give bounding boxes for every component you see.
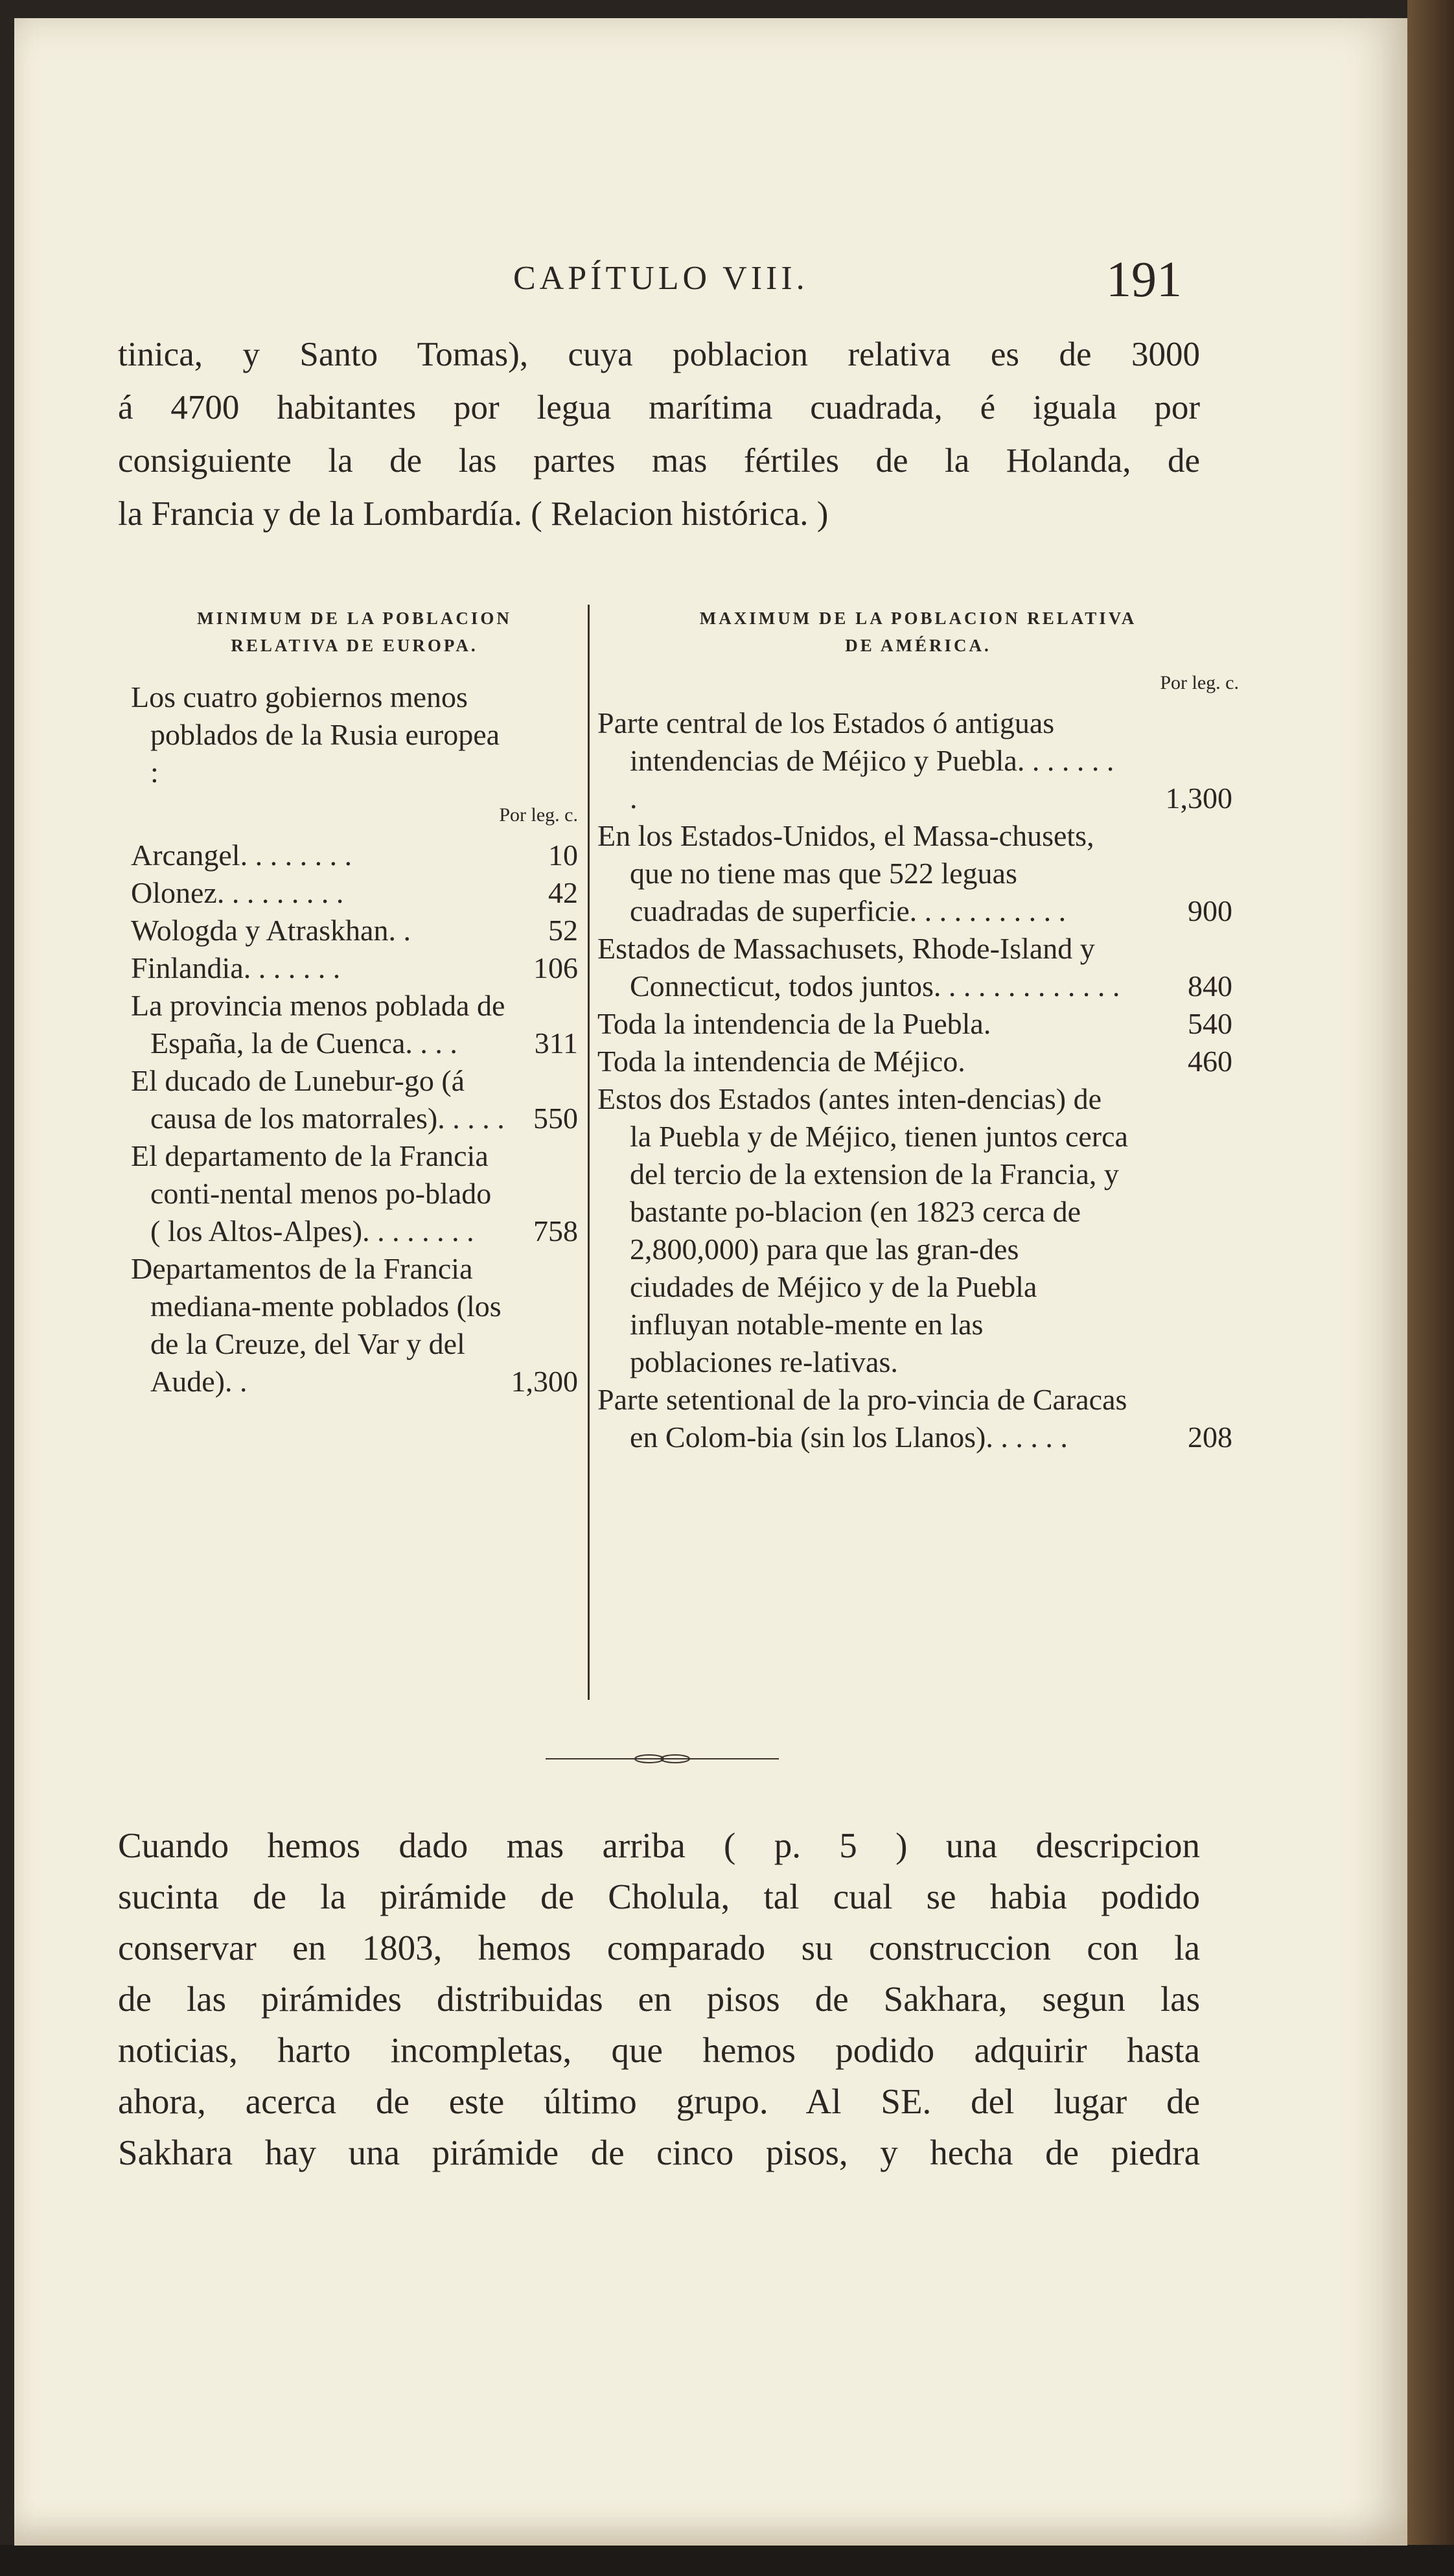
text-line: la Francia y de la Lombardía. ( Relacion histórica. ) [118, 495, 829, 533]
table-row [131, 949, 578, 987]
row-label: Estados de Massachusets, Rhode-Island y Connecticut, todos juntos. . . . . . . . . . . . . [597, 932, 1120, 1003]
europe-column [131, 605, 578, 1400]
table-row [131, 1250, 578, 1400]
row-label: La provincia menos poblada de España, la de Cuenca. . . . [131, 989, 505, 1060]
row-value: 758 [533, 1214, 578, 1247]
row-value: 840 [1188, 969, 1232, 1003]
row-label: Wologda y Atraskhan. . [131, 914, 411, 947]
row-value: 106 [533, 951, 578, 984]
table-row [131, 1062, 578, 1137]
text-line: á 4700 habitantes por legua marítima cuadrada, é iguala por [118, 389, 1200, 426]
table-row [131, 874, 578, 912]
book-spine [1407, 0, 1454, 2576]
text-line: conservar en 1803, hemos comparado su construccion con la [118, 1928, 1200, 1967]
column-divider [588, 605, 590, 1700]
row-label: Departamentos de la Francia mediana-mente poblados (los de la Creuze, del Var y del Aude). . [131, 1252, 502, 1398]
row-label: Toda la intendencia de Méjico. [597, 1045, 965, 1078]
row-value: 550 [533, 1102, 578, 1135]
row-value: 1,300 [1165, 782, 1232, 815]
row-label: En los Estados-Unidos, el Massa-chusets, que no tiene mas que 522 leguas cuadradas de superficie. . . . . . . . . . . [597, 819, 1094, 927]
table-row [597, 1043, 1239, 1080]
unit-label: Por leg. c. [1160, 672, 1239, 693]
row-label: El departamento de la Francia conti-nental menos po-blado ( los Altos-Alpes). . . . . . . . [131, 1139, 492, 1247]
heading-line: DE AMÉRICA. [845, 636, 991, 655]
text-line: consiguiente la de las partes mas fértiles de la Holanda, de [118, 442, 1200, 480]
text-line: de las pirámides distribuidas en pisos de Sakhara, segun las [118, 1979, 1200, 2019]
row-value: 540 [1188, 1007, 1232, 1040]
row-label: Parte setentional de la pro-vincia de Caracas en Colom-bia (sin los Llanos). . . . . . [597, 1383, 1127, 1454]
text-line: Cuando hemos dado mas arriba ( p. 5 ) una descripcion [118, 1826, 1200, 1865]
row-value: 42 [548, 876, 578, 909]
row-label: Los cuatro gobiernos menos poblados de la Rusia europea : [131, 680, 500, 789]
row-label: Olonez. . . . . . . . . [131, 876, 344, 909]
row-value: 460 [1188, 1045, 1232, 1078]
row-value: 52 [548, 914, 578, 947]
row-value: 1,300 [511, 1365, 578, 1398]
table-row [597, 817, 1239, 930]
table-row [597, 1080, 1239, 1381]
america-heading [597, 605, 1239, 659]
text-line: sucinta de la pirámide de Cholula, tal cual se habia podido [118, 1877, 1200, 1916]
text-line: ahora, acerca de este último grupo. Al SE. del lugar de [118, 2082, 1200, 2121]
row-label: Toda la intendencia de la Puebla. [597, 1007, 991, 1040]
book-page [14, 18, 1407, 2546]
table-row [131, 1137, 578, 1250]
america-column [597, 605, 1239, 1456]
table-row [597, 930, 1239, 1005]
intro-paragraph [118, 328, 1200, 540]
row-value: 311 [534, 1027, 578, 1060]
ornament-rule [546, 1752, 779, 1765]
table-row [131, 912, 578, 949]
closing-paragraph [118, 1820, 1200, 2178]
page-number: 191 [1106, 251, 1182, 307]
heading-line: RELATIVA DE EUROPA. [231, 636, 478, 655]
row-value: 10 [548, 839, 578, 872]
row-value: 900 [1188, 894, 1232, 927]
row-label: El ducado de Lunebur-go (á causa de los matorrales). . . . . [131, 1064, 505, 1135]
text-line: tinica, y Santo Tomas), cuya poblacion relativa es de 3000 [118, 336, 1200, 373]
table-row [597, 1381, 1239, 1456]
europe-heading [131, 605, 578, 659]
table-row [597, 704, 1239, 817]
table-row [131, 987, 578, 1062]
text-line: Sakhara hay una pirámide de cinco pisos, y hecha de piedra [118, 2133, 1200, 2172]
unit-label: Por leg. c. [499, 804, 578, 826]
population-table [118, 605, 1239, 1706]
running-head [14, 251, 1407, 318]
page-bottom-edge [0, 2545, 1454, 2576]
row-label: Parte central de los Estados ó antiguas intendencias de Méjico y Puebla. . . . . . . . [597, 706, 1114, 815]
table-row [131, 679, 578, 791]
table-row [131, 837, 578, 874]
text-line: noticias, harto incompletas, que hemos podido adquirir hasta [118, 2030, 1200, 2070]
table-row [597, 1005, 1239, 1043]
chapter-title: CAPÍTULO VIII. [513, 260, 809, 297]
row-label: Arcangel. . . . . . . . [131, 839, 352, 872]
heading-line: MINIMUM DE LA POBLACION [197, 609, 512, 628]
row-label: Finlandia. . . . . . . [131, 951, 341, 984]
row-label: Estos dos Estados (antes inten-dencias) de la Puebla y de Méjico, tienen juntos cerca del tercio de la extension de la Francia, y bastante po-blacion (en 1823 cerca de 2,800,000) para que las gran-des ciudades de Méjico y de la Puebla influyan notable-mente en las poblaciones re-lativas. [597, 1082, 1128, 1378]
heading-line: MAXIMUM DE LA POBLACION RELATIVA [699, 609, 1137, 628]
row-value: 208 [1188, 1421, 1232, 1454]
